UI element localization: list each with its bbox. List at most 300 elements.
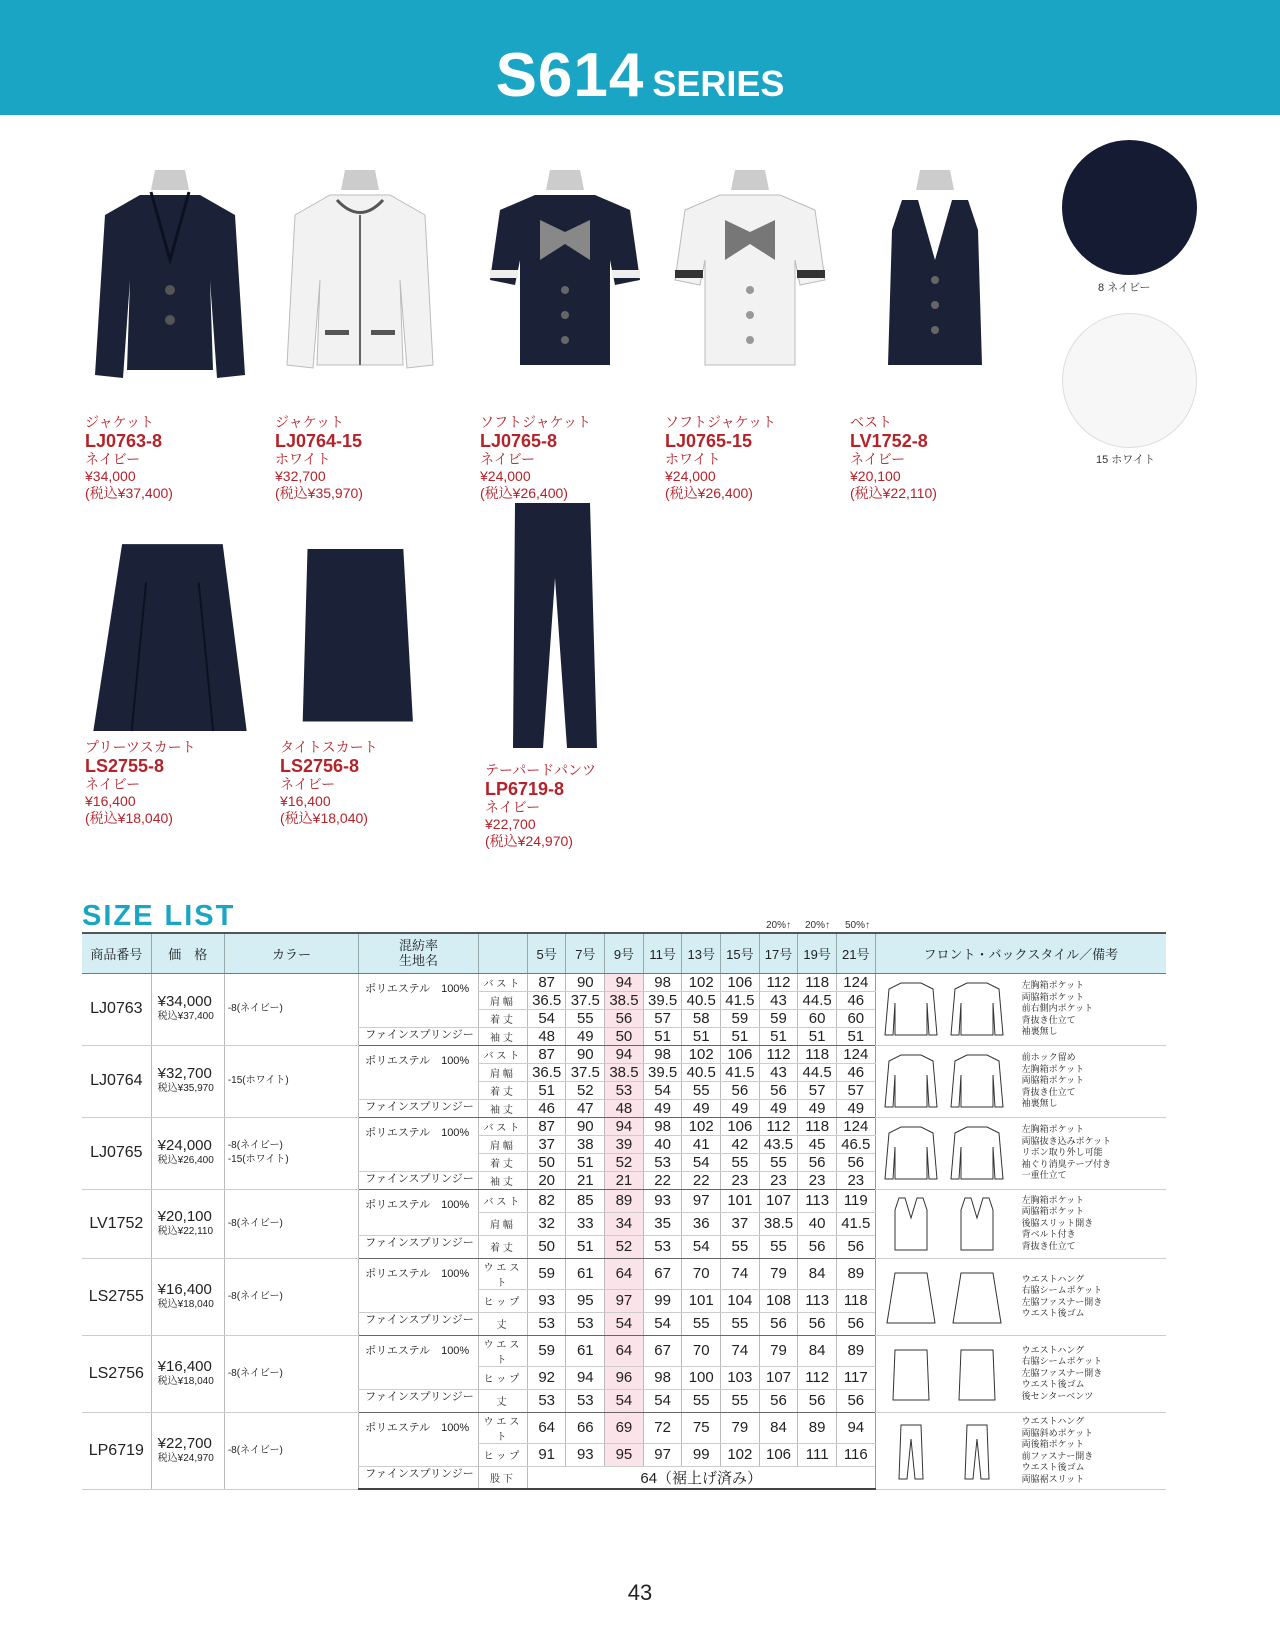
- item-price: ¥16,400: [157, 1357, 212, 1375]
- size-value: 53: [527, 1389, 566, 1412]
- size-value: 55: [682, 1389, 721, 1412]
- product-tax-price: (税込¥35,970): [275, 485, 363, 501]
- item-fabric-blend: ポリエステル 100%: [359, 1412, 479, 1466]
- note-line: 背抜き仕立て: [1021, 1086, 1076, 1097]
- size-value: 53: [527, 1312, 566, 1335]
- product-lj0763-8: [85, 170, 265, 502]
- product-lv1752-8: [850, 170, 1030, 502]
- size-value: 96: [605, 1366, 644, 1389]
- navy-soft-jacket-image: [480, 170, 650, 410]
- item-code: LS2755: [82, 1258, 151, 1335]
- size-value: 117: [836, 1366, 875, 1389]
- size-value: 53: [643, 1153, 682, 1171]
- size-value: 100: [682, 1366, 721, 1389]
- size-value: 54: [682, 1235, 721, 1258]
- product-code: LS2755-8: [85, 756, 165, 776]
- size-value: 56: [759, 1389, 798, 1412]
- size-value: 38.5: [605, 1063, 644, 1081]
- size-value: 74: [721, 1335, 760, 1366]
- size-value: 42: [721, 1135, 760, 1153]
- size-value: 53: [566, 1312, 605, 1335]
- size-value: 35: [643, 1212, 682, 1235]
- measure-label: 着丈: [479, 1235, 528, 1258]
- product-tax-price: (税込¥18,040): [280, 810, 368, 826]
- item-tax-price: 税込¥22,110: [157, 1225, 214, 1237]
- size-value: 59: [527, 1258, 566, 1289]
- note-line: 一重仕立て: [1021, 1170, 1067, 1181]
- size-value: 56: [798, 1235, 837, 1258]
- size-value: 23: [798, 1171, 837, 1189]
- size-value: 56: [798, 1389, 837, 1412]
- item-price: ¥32,700: [157, 1065, 212, 1082]
- size-value: 56: [759, 1312, 798, 1335]
- item-tax-price: 税込¥26,400: [157, 1155, 214, 1166]
- measure-label: ヒップ: [479, 1366, 528, 1389]
- product-color: ネイビー: [485, 799, 541, 815]
- measure-label: バスト: [479, 1189, 528, 1212]
- size-value: 51: [836, 1027, 875, 1045]
- item-code: LP6719: [82, 1412, 151, 1489]
- size-value: 49: [643, 1099, 682, 1117]
- size-value: 21: [566, 1171, 605, 1189]
- size-value: 32: [527, 1212, 566, 1235]
- size-value: 55: [682, 1081, 721, 1099]
- size-value: 52: [566, 1081, 605, 1099]
- size-value: 64: [605, 1258, 644, 1289]
- size-value: 112: [759, 973, 798, 991]
- note-line: 両脇斜めポケット: [1021, 1427, 1094, 1438]
- note-line: ウエストハング: [1021, 1273, 1085, 1284]
- size-value: 53: [605, 1081, 644, 1099]
- size-value: 38.5: [759, 1212, 798, 1235]
- size-list-title: SIZE LIST: [82, 900, 236, 932]
- item-tax-price: 税込¥24,970: [157, 1452, 214, 1464]
- size-value: 87: [527, 973, 566, 991]
- col-11: 11号: [643, 933, 682, 973]
- size-value: 41.5: [836, 1212, 875, 1235]
- size-value: 118: [836, 1289, 875, 1312]
- size-value: 90: [566, 1117, 605, 1135]
- size-value: 102: [682, 973, 721, 991]
- size-value: 52: [605, 1153, 644, 1171]
- item-fabric-name: ファインスプリンジー: [359, 1171, 479, 1189]
- size-value: 55: [721, 1153, 760, 1171]
- item-color: -8(ネイビー): [227, 1367, 283, 1379]
- size-value: 87: [527, 1117, 566, 1135]
- size-value: 82: [527, 1189, 566, 1212]
- size-value: 69: [605, 1412, 644, 1443]
- size-value: 94: [605, 1117, 644, 1135]
- size-value: 113: [798, 1289, 837, 1312]
- size-value: 70: [682, 1335, 721, 1366]
- product-code: LJ0765-15: [665, 431, 753, 451]
- size-value: 47: [566, 1099, 605, 1117]
- size-value: 36.5: [527, 1063, 566, 1081]
- item-code: LJ0763: [82, 973, 151, 1045]
- note-line: ウエストハング: [1021, 1344, 1085, 1355]
- note-line: 前ホック留め: [1021, 1052, 1076, 1063]
- size-value: 51: [759, 1027, 798, 1045]
- size-value: 97: [643, 1443, 682, 1466]
- size-value: 49: [721, 1099, 760, 1117]
- size-value: 67: [643, 1335, 682, 1366]
- swatch-white: [1062, 313, 1197, 448]
- size-value: 97: [682, 1189, 721, 1212]
- size-value: 111: [798, 1443, 837, 1466]
- product-lp6719-8: [485, 498, 665, 850]
- product-info: [85, 414, 265, 502]
- notes-text: [1022, 1195, 1094, 1253]
- size-value: 22: [643, 1171, 682, 1189]
- product-code: LJ0765-8: [480, 431, 558, 451]
- product-price: ¥16,400: [85, 793, 136, 809]
- col-notes: フロント・バックスタイル／備考: [875, 933, 1166, 973]
- swatch-navy-label: 8 ネイビー: [1098, 282, 1151, 294]
- size-value: 40: [798, 1212, 837, 1235]
- product-type: プリーツスカート: [85, 739, 196, 755]
- measure-label: バスト: [479, 1117, 528, 1135]
- back-sketch: [946, 1267, 1008, 1327]
- size-value: 92: [527, 1366, 566, 1389]
- product-ls2755-8: [85, 525, 265, 827]
- item-price: ¥16,400: [157, 1280, 212, 1298]
- size-value: 56: [836, 1235, 875, 1258]
- grade-21: 50%↑: [845, 920, 871, 931]
- item-tax-price: 税込¥35,970: [157, 1083, 214, 1094]
- size-value: 54: [527, 1009, 566, 1027]
- note-line: 後脇スリット開き: [1021, 1217, 1094, 1228]
- size-value: 33: [566, 1212, 605, 1235]
- size-value: 57: [798, 1081, 837, 1099]
- front-sketch: [880, 979, 942, 1039]
- note-line: ウエスト後ゴム: [1021, 1379, 1085, 1390]
- size-value: 46: [527, 1099, 566, 1117]
- size-value: 43.5: [759, 1135, 798, 1153]
- size-value: 43: [759, 991, 798, 1009]
- white-soft-jacket-image: [665, 170, 835, 410]
- product-tax-price: (税込¥18,040): [85, 810, 173, 826]
- size-value: 91: [527, 1443, 566, 1466]
- note-line: 両脇箱ポケット: [1021, 1206, 1085, 1217]
- item-fabric-blend: ポリエステル 100%: [359, 1189, 479, 1235]
- size-value: 56: [798, 1312, 837, 1335]
- size-value: 40.5: [682, 1063, 721, 1081]
- size-value: 57: [836, 1081, 875, 1099]
- note-line: 両脇箱ポケット: [1021, 991, 1085, 1002]
- product-code: LV1752-8: [850, 431, 928, 451]
- product-tax-price: (税込¥37,400): [85, 485, 173, 501]
- measure-label: 丈: [479, 1312, 528, 1335]
- size-value: 54: [643, 1312, 682, 1335]
- notes-text: [1022, 1274, 1103, 1320]
- table-row: [82, 1258, 1166, 1289]
- product-ls2756-8: [280, 525, 460, 827]
- size-value: 75: [682, 1412, 721, 1443]
- measure-label: ウエスト: [479, 1335, 528, 1366]
- item-colors: [224, 1258, 358, 1335]
- size-value: 53: [566, 1389, 605, 1412]
- size-value: 98: [643, 1045, 682, 1063]
- size-value: 55: [721, 1312, 760, 1335]
- size-value: 101: [682, 1289, 721, 1312]
- col-19: 19号: [798, 933, 837, 973]
- item-fabric-name: ファインスプリンジー: [359, 1466, 479, 1489]
- item-price: ¥34,000: [157, 993, 212, 1010]
- measure-label: 丈: [479, 1389, 528, 1412]
- size-value: 50: [527, 1153, 566, 1171]
- front-sketch: [880, 1194, 942, 1254]
- series-header: [0, 0, 1280, 115]
- size-value: 106: [759, 1443, 798, 1466]
- size-value: 41.5: [721, 1063, 760, 1081]
- size-value: 53: [643, 1235, 682, 1258]
- size-value: 49: [836, 1099, 875, 1117]
- size-value: 94: [605, 973, 644, 991]
- size-value: 59: [759, 1009, 798, 1027]
- item-fabric-name: ファインスプリンジー: [359, 1312, 479, 1335]
- size-value: 51: [566, 1153, 605, 1171]
- size-value: 94: [836, 1412, 875, 1443]
- front-sketch: [880, 1123, 942, 1183]
- product-price: ¥16,400: [280, 793, 331, 809]
- col-fabric: 混紡率 生地名: [359, 933, 479, 973]
- size-value: 37.5: [566, 1063, 605, 1081]
- table-row: [82, 1335, 1166, 1366]
- size-value: 45: [798, 1135, 837, 1153]
- item-notes: [875, 1117, 1166, 1189]
- measure-label: 着丈: [479, 1009, 528, 1027]
- item-colors: [224, 1412, 358, 1489]
- size-value: 90: [566, 973, 605, 991]
- size-value: 118: [798, 1117, 837, 1135]
- size-value: 37: [527, 1135, 566, 1153]
- size-value: 93: [643, 1189, 682, 1212]
- size-value: 51: [566, 1235, 605, 1258]
- size-value: 93: [527, 1289, 566, 1312]
- col-7: 7号: [566, 933, 605, 973]
- size-value: 41: [682, 1135, 721, 1153]
- size-value: 74: [721, 1258, 760, 1289]
- note-line: 後センターベンツ: [1021, 1390, 1094, 1401]
- series-word: SERIES: [652, 63, 785, 104]
- back-sketch: [946, 1194, 1008, 1254]
- notes-text: [1022, 1416, 1094, 1485]
- size-value: 34: [605, 1212, 644, 1235]
- navy-jacket-image: [85, 170, 255, 410]
- item-tax-price: 税込¥18,040: [157, 1298, 214, 1310]
- item-fabric-name: ファインスプリンジー: [359, 1099, 479, 1117]
- size-table-body: [82, 973, 1166, 1489]
- front-sketch: [880, 1267, 942, 1327]
- product-info: [665, 414, 845, 502]
- item-price-cell: [151, 1117, 224, 1189]
- size-value: 38.5: [605, 991, 644, 1009]
- size-value: 51: [682, 1027, 721, 1045]
- series-number: S614: [495, 41, 645, 110]
- size-value: 37.5: [566, 991, 605, 1009]
- size-value: 124: [836, 1117, 875, 1135]
- size-value: 79: [721, 1412, 760, 1443]
- table-row: [82, 1045, 1166, 1063]
- note-line: 背ベルト付き: [1021, 1229, 1076, 1240]
- note-line: 袖裏無し: [1021, 1026, 1058, 1037]
- product-info: [850, 414, 1030, 502]
- item-color: -8(ネイビー): [227, 1290, 283, 1302]
- size-value: 50: [527, 1235, 566, 1258]
- size-value: 51: [527, 1081, 566, 1099]
- size-value: 106: [721, 1045, 760, 1063]
- swatch-white-label: 15 ホワイト: [1096, 454, 1155, 466]
- size-value: 54: [682, 1153, 721, 1171]
- measure-label: 袖丈: [479, 1171, 528, 1189]
- size-value: 94: [566, 1366, 605, 1389]
- note-line: ウエストハング: [1021, 1416, 1085, 1426]
- note-line: 前ファスナー開き: [1021, 1450, 1094, 1461]
- product-price: ¥24,000: [480, 468, 531, 484]
- front-sketch: [880, 1051, 942, 1111]
- size-value: 39.5: [643, 991, 682, 1009]
- note-line: 左胸箱ポケット: [1021, 1063, 1085, 1074]
- size-value: 43: [759, 1063, 798, 1081]
- size-value: 84: [759, 1412, 798, 1443]
- item-price-cell: [151, 1412, 224, 1489]
- size-value: 70: [682, 1258, 721, 1289]
- item-code: LV1752: [82, 1189, 151, 1258]
- size-value: 118: [798, 1045, 837, 1063]
- table-row: [82, 973, 1166, 991]
- size-value: 20: [527, 1171, 566, 1189]
- size-value: 41.5: [721, 991, 760, 1009]
- size-value: 56: [836, 1153, 875, 1171]
- measure-label: 股下: [479, 1466, 528, 1489]
- item-color: -8(ネイビー): [227, 1217, 283, 1229]
- table-row: [82, 1189, 1166, 1212]
- size-value: 106: [721, 1117, 760, 1135]
- size-value: 57: [643, 1009, 682, 1027]
- size-value: 58: [682, 1009, 721, 1027]
- size-value: 118: [798, 973, 837, 991]
- note-line: 両脇抜き込みポケット: [1021, 1135, 1112, 1146]
- item-color: -15(ホワイト): [227, 1075, 289, 1086]
- item-fabric-name: ファインスプリンジー: [359, 1027, 479, 1045]
- size-value: 61: [566, 1335, 605, 1366]
- measure-label: ヒップ: [479, 1289, 528, 1312]
- note-line: ウエスト後ゴム: [1021, 1462, 1085, 1472]
- measure-label: 着丈: [479, 1153, 528, 1171]
- size-value: 85: [566, 1189, 605, 1212]
- product-info: [480, 414, 660, 502]
- back-sketch: [946, 1051, 1008, 1111]
- product-code: LJ0763-8: [85, 431, 163, 451]
- item-color: -8(ネイビー): [227, 1140, 283, 1151]
- size-value: 102: [682, 1117, 721, 1135]
- product-code: LS2756-8: [280, 756, 360, 776]
- size-value: 66: [566, 1412, 605, 1443]
- size-value: 56: [798, 1153, 837, 1171]
- measure-label: 着丈: [479, 1081, 528, 1099]
- col-21: 21号: [836, 933, 875, 973]
- notes-text: [1022, 1052, 1085, 1110]
- size-value: 39.5: [643, 1063, 682, 1081]
- size-value: 112: [759, 1045, 798, 1063]
- notes-text: [1022, 1124, 1112, 1182]
- measure-label: ウエスト: [479, 1258, 528, 1289]
- navy-vest-image: [850, 170, 1020, 410]
- item-colors: [224, 1189, 358, 1258]
- size-value: 97: [605, 1289, 644, 1312]
- item-colors: [224, 1335, 358, 1412]
- grade-19: 20%↑: [805, 920, 831, 931]
- product-color: ネイビー: [480, 451, 536, 467]
- item-tax-price: 税込¥37,400: [157, 1011, 214, 1022]
- size-value: 61: [566, 1258, 605, 1289]
- note-line: 袖裏無し: [1021, 1098, 1058, 1109]
- size-value: 49: [759, 1099, 798, 1117]
- item-fabric-blend: ポリエステル 100%: [359, 973, 479, 1027]
- notes-text: [1022, 980, 1094, 1038]
- product-color: ホワイト: [665, 451, 721, 467]
- col-5: 5号: [527, 933, 566, 973]
- col-15: 15号: [721, 933, 760, 973]
- size-value: 98: [643, 1366, 682, 1389]
- size-value: 46: [836, 991, 875, 1009]
- item-color: -8(ネイビー): [227, 1444, 283, 1456]
- table-row: [82, 1117, 1166, 1135]
- size-value: 93: [566, 1443, 605, 1466]
- item-code: LJ0764: [82, 1045, 151, 1117]
- size-value: 48: [527, 1027, 566, 1045]
- item-price-cell: [151, 1189, 224, 1258]
- note-line: 背抜き仕立て: [1021, 1240, 1076, 1251]
- product-price: ¥34,000: [85, 468, 136, 484]
- product-lj0765-8: [480, 170, 660, 502]
- size-value: 36: [682, 1212, 721, 1235]
- measure-label: ウエスト: [479, 1412, 528, 1443]
- note-line: 左脇ファスナー開き: [1021, 1367, 1103, 1378]
- size-value: 84: [798, 1335, 837, 1366]
- product-type: ソフトジャケット: [665, 414, 777, 430]
- size-value: 21: [605, 1171, 644, 1189]
- size-value: 90: [566, 1045, 605, 1063]
- size-table-header: [82, 933, 1166, 973]
- size-value: 51: [798, 1027, 837, 1045]
- table-row: [82, 1412, 1166, 1443]
- size-value: 60: [798, 1009, 837, 1027]
- product-color: ネイビー: [280, 776, 336, 792]
- product-lj0765-15: [665, 170, 845, 502]
- grade-17: 20%↑: [766, 920, 792, 931]
- product-tax-price: (税込¥22,110): [850, 485, 937, 501]
- size-value: 99: [682, 1443, 721, 1466]
- col-color: カラー: [224, 933, 358, 973]
- size-value: 101: [721, 1189, 760, 1212]
- pleated-skirt-image: [85, 525, 255, 755]
- measure-label: 肩幅: [479, 1212, 528, 1235]
- size-value: 55: [721, 1235, 760, 1258]
- measure-label: バスト: [479, 1045, 528, 1063]
- note-line: 袖ぐり消臭テープ付き: [1021, 1158, 1112, 1169]
- notes-text: [1022, 1345, 1103, 1403]
- item-price: ¥22,700: [157, 1434, 212, 1452]
- size-value: 55: [759, 1153, 798, 1171]
- size-value: 54: [643, 1081, 682, 1099]
- item-colors: [224, 1045, 358, 1117]
- size-value: 64: [605, 1335, 644, 1366]
- item-notes: [875, 1412, 1166, 1489]
- size-value: 23: [721, 1171, 760, 1189]
- item-fabric-name: ファインスプリンジー: [359, 1235, 479, 1258]
- item-color: -8(ネイビー): [227, 1003, 283, 1014]
